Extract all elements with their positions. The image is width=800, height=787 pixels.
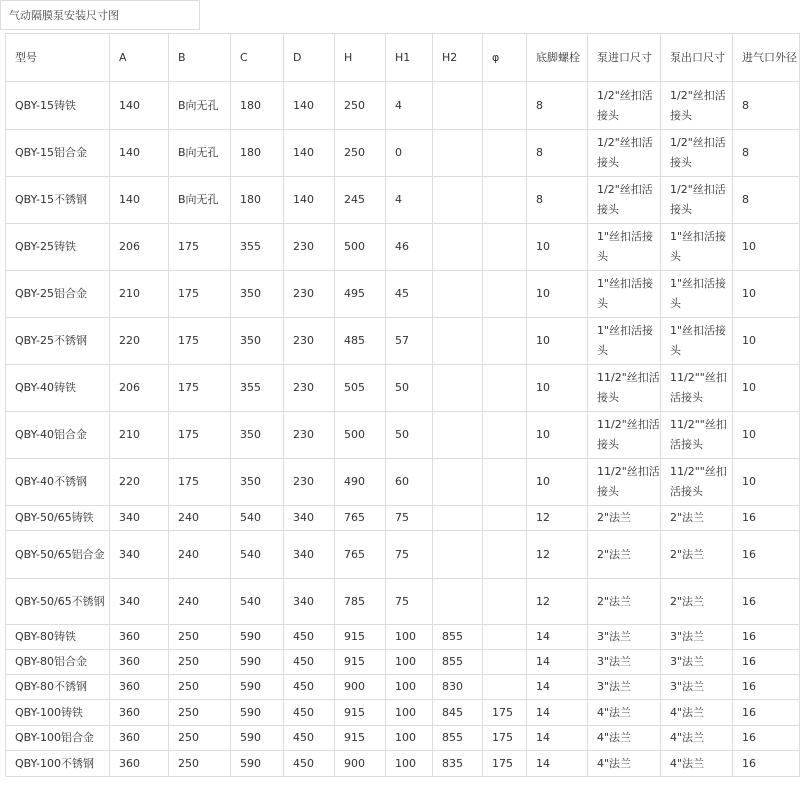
table-cell: QBY-50/65不锈钢 bbox=[6, 579, 110, 625]
table-cell: 4"法兰 bbox=[661, 751, 733, 777]
table-cell: 765 bbox=[335, 506, 386, 531]
table-cell: 240 bbox=[169, 579, 231, 625]
table-row bbox=[6, 625, 800, 650]
table-cell: 230 bbox=[284, 365, 335, 412]
table-cell: 175 bbox=[483, 751, 527, 777]
table-cell bbox=[433, 177, 483, 224]
table-cell bbox=[483, 579, 527, 625]
table-cell: 340 bbox=[110, 579, 169, 625]
table-row bbox=[6, 675, 800, 700]
table-cell: 11/2"丝扣活接头 bbox=[588, 412, 661, 459]
column-header: φ bbox=[483, 34, 527, 82]
table-cell: 100 bbox=[386, 726, 433, 751]
table-cell bbox=[483, 459, 527, 506]
table-cell bbox=[433, 224, 483, 271]
table-cell: 100 bbox=[386, 751, 433, 777]
table-cell: QBY-40铝合金 bbox=[6, 412, 110, 459]
table-cell: 75 bbox=[386, 579, 433, 625]
table-cell: 16 bbox=[733, 579, 800, 625]
table-cell: 360 bbox=[110, 751, 169, 777]
table-cell bbox=[433, 82, 483, 130]
table-cell bbox=[483, 318, 527, 365]
table-cell: 250 bbox=[169, 751, 231, 777]
table-cell: 45 bbox=[386, 271, 433, 318]
table-cell: 785 bbox=[335, 579, 386, 625]
table-cell: 14 bbox=[527, 700, 588, 726]
table-cell bbox=[433, 459, 483, 506]
table-cell: 175 bbox=[169, 459, 231, 506]
table-row bbox=[6, 459, 800, 506]
table-cell: 845 bbox=[433, 700, 483, 726]
table-cell: 360 bbox=[110, 726, 169, 751]
table-cell: 140 bbox=[110, 130, 169, 177]
table-cell: 75 bbox=[386, 531, 433, 579]
table-cell: 175 bbox=[169, 412, 231, 459]
table-cell: 500 bbox=[335, 224, 386, 271]
table-cell bbox=[433, 130, 483, 177]
table-cell: 140 bbox=[110, 177, 169, 224]
dimension-table bbox=[5, 33, 800, 777]
table-cell: 1"丝扣活接头 bbox=[661, 224, 733, 271]
table-cell: 1"丝扣活接头 bbox=[588, 271, 661, 318]
table-cell bbox=[483, 506, 527, 531]
table-cell: 360 bbox=[110, 650, 169, 675]
table-cell: 340 bbox=[110, 531, 169, 579]
table-cell: 3"法兰 bbox=[588, 675, 661, 700]
table-cell: 10 bbox=[527, 365, 588, 412]
column-header: B bbox=[169, 34, 231, 82]
table-cell: 240 bbox=[169, 506, 231, 531]
table-cell: 350 bbox=[231, 318, 284, 365]
table-cell: 10 bbox=[733, 412, 800, 459]
table-cell: 915 bbox=[335, 700, 386, 726]
table-cell: 2"法兰 bbox=[661, 506, 733, 531]
table-cell: 175 bbox=[169, 318, 231, 365]
table-cell: 10 bbox=[527, 412, 588, 459]
table-cell: 3"法兰 bbox=[661, 650, 733, 675]
table-cell: 4"法兰 bbox=[588, 751, 661, 777]
table-cell: 206 bbox=[110, 365, 169, 412]
column-header: 底脚螺栓 bbox=[527, 34, 588, 82]
table-cell: 355 bbox=[231, 224, 284, 271]
table-row bbox=[6, 412, 800, 459]
table-row bbox=[6, 318, 800, 365]
table-cell: 2"法兰 bbox=[588, 506, 661, 531]
table-cell: 340 bbox=[284, 579, 335, 625]
table-cell: 590 bbox=[231, 751, 284, 777]
table-cell: 1"丝扣活接头 bbox=[588, 224, 661, 271]
table-cell: 450 bbox=[284, 700, 335, 726]
table-cell bbox=[483, 675, 527, 700]
table-cell: 175 bbox=[169, 271, 231, 318]
table-cell: 915 bbox=[335, 625, 386, 650]
table-cell: 46 bbox=[386, 224, 433, 271]
table-cell: 915 bbox=[335, 726, 386, 751]
table-row bbox=[6, 650, 800, 675]
table-cell: 350 bbox=[231, 271, 284, 318]
table-cell: 10 bbox=[733, 271, 800, 318]
table-cell: 11/2""丝扣活接头 bbox=[661, 412, 733, 459]
table-row bbox=[6, 224, 800, 271]
table-cell: 100 bbox=[386, 650, 433, 675]
table-cell: 250 bbox=[169, 726, 231, 751]
table-cell: 60 bbox=[386, 459, 433, 506]
table-cell: 1/2"丝扣活接头 bbox=[661, 177, 733, 224]
table-cell: 340 bbox=[284, 531, 335, 579]
table-cell: 206 bbox=[110, 224, 169, 271]
table-cell: 100 bbox=[386, 675, 433, 700]
table-cell bbox=[483, 412, 527, 459]
table-cell: 1"丝扣活接头 bbox=[661, 318, 733, 365]
table-cell: 16 bbox=[733, 700, 800, 726]
table-cell: 16 bbox=[733, 726, 800, 751]
table-row bbox=[6, 751, 800, 777]
table-cell: 14 bbox=[527, 675, 588, 700]
table-cell: QBY-80不锈钢 bbox=[6, 675, 110, 700]
table-cell: 16 bbox=[733, 675, 800, 700]
table-cell: B向无孔 bbox=[169, 82, 231, 130]
table-cell: 50 bbox=[386, 365, 433, 412]
table-cell: 100 bbox=[386, 625, 433, 650]
table-cell: 10 bbox=[527, 224, 588, 271]
table-cell: 210 bbox=[110, 412, 169, 459]
table-cell: 50 bbox=[386, 412, 433, 459]
table-cell: 230 bbox=[284, 271, 335, 318]
column-header: 型号 bbox=[6, 34, 110, 82]
table-cell: 12 bbox=[527, 531, 588, 579]
table-cell: 855 bbox=[433, 650, 483, 675]
column-header: 进气口外径 bbox=[733, 34, 800, 82]
table-cell: 340 bbox=[110, 506, 169, 531]
table-cell: 250 bbox=[335, 82, 386, 130]
table-cell: 1"丝扣活接头 bbox=[661, 271, 733, 318]
table-cell: 590 bbox=[231, 650, 284, 675]
table-cell: 175 bbox=[483, 726, 527, 751]
table-cell: 590 bbox=[231, 700, 284, 726]
table-cell: 540 bbox=[231, 579, 284, 625]
table-cell: 2"法兰 bbox=[588, 579, 661, 625]
table-cell: 3"法兰 bbox=[588, 625, 661, 650]
table-cell: 3"法兰 bbox=[588, 650, 661, 675]
table-cell: 360 bbox=[110, 675, 169, 700]
table-row bbox=[6, 82, 800, 130]
table-row bbox=[6, 271, 800, 318]
table-cell: 250 bbox=[169, 700, 231, 726]
table-cell: 0 bbox=[386, 130, 433, 177]
table-cell: 220 bbox=[110, 459, 169, 506]
table-cell: 175 bbox=[169, 224, 231, 271]
table-cell: QBY-100铸铁 bbox=[6, 700, 110, 726]
column-header: 泵进口尺寸 bbox=[588, 34, 661, 82]
table-cell: 8 bbox=[733, 82, 800, 130]
table-cell: 10 bbox=[733, 365, 800, 412]
table-cell bbox=[483, 625, 527, 650]
table-cell: 140 bbox=[284, 177, 335, 224]
table-cell bbox=[483, 177, 527, 224]
column-header: H1 bbox=[386, 34, 433, 82]
table-cell: 16 bbox=[733, 531, 800, 579]
table-cell: QBY-25不锈钢 bbox=[6, 318, 110, 365]
table-row bbox=[6, 579, 800, 625]
table-cell: QBY-25铝合金 bbox=[6, 271, 110, 318]
table-cell: 180 bbox=[231, 177, 284, 224]
table-cell: 16 bbox=[733, 751, 800, 777]
table-cell bbox=[433, 506, 483, 531]
table-cell: 1/2"丝扣活接头 bbox=[661, 130, 733, 177]
table-cell bbox=[433, 579, 483, 625]
page-title: 气动隔膜泵安装尺寸图 bbox=[0, 0, 200, 30]
table-cell: 180 bbox=[231, 82, 284, 130]
column-header: H2 bbox=[433, 34, 483, 82]
table-cell: 250 bbox=[169, 675, 231, 700]
table-cell: 835 bbox=[433, 751, 483, 777]
column-header: 泵出口尺寸 bbox=[661, 34, 733, 82]
table-cell: 210 bbox=[110, 271, 169, 318]
table-cell: 360 bbox=[110, 700, 169, 726]
table-cell bbox=[483, 531, 527, 579]
table-cell: 230 bbox=[284, 318, 335, 365]
table-cell: QBY-40铸铁 bbox=[6, 365, 110, 412]
table-cell: 10 bbox=[527, 318, 588, 365]
table-cell: B向无孔 bbox=[169, 177, 231, 224]
table-cell: QBY-15不锈钢 bbox=[6, 177, 110, 224]
table-cell: QBY-25铸铁 bbox=[6, 224, 110, 271]
table-cell: 10 bbox=[733, 224, 800, 271]
table-cell: 10 bbox=[527, 271, 588, 318]
table-cell: 590 bbox=[231, 675, 284, 700]
table-cell: 2"法兰 bbox=[661, 579, 733, 625]
table-cell: 2"法兰 bbox=[661, 531, 733, 579]
table-cell: 10 bbox=[733, 459, 800, 506]
table-row bbox=[6, 726, 800, 751]
table-cell: 75 bbox=[386, 506, 433, 531]
table-cell bbox=[433, 365, 483, 412]
table-row bbox=[6, 531, 800, 579]
table-cell bbox=[433, 271, 483, 318]
table-cell: 16 bbox=[733, 506, 800, 531]
table-cell: 1/2"丝扣活接头 bbox=[661, 82, 733, 130]
table-cell: 1"丝扣活接头 bbox=[588, 318, 661, 365]
table-cell: 4"法兰 bbox=[588, 700, 661, 726]
table-cell: 14 bbox=[527, 650, 588, 675]
table-cell bbox=[433, 412, 483, 459]
table-cell: 540 bbox=[231, 531, 284, 579]
table-cell: 1/2"丝扣活接头 bbox=[588, 82, 661, 130]
table-cell: 14 bbox=[527, 625, 588, 650]
table-cell: 250 bbox=[335, 130, 386, 177]
table-cell: 245 bbox=[335, 177, 386, 224]
table-cell: 100 bbox=[386, 700, 433, 726]
table-cell: 350 bbox=[231, 459, 284, 506]
table-cell: 855 bbox=[433, 625, 483, 650]
table-cell: 230 bbox=[284, 224, 335, 271]
table-cell: 450 bbox=[284, 675, 335, 700]
table-cell: 495 bbox=[335, 271, 386, 318]
table-cell: 450 bbox=[284, 625, 335, 650]
column-header: C bbox=[231, 34, 284, 82]
table-cell: 12 bbox=[527, 579, 588, 625]
table-cell: 350 bbox=[231, 412, 284, 459]
table-cell bbox=[483, 650, 527, 675]
table-cell: 12 bbox=[527, 506, 588, 531]
table-cell: 8 bbox=[527, 82, 588, 130]
table-cell: 11/2"丝扣活接头 bbox=[588, 365, 661, 412]
table-row bbox=[6, 177, 800, 224]
table-cell: 3"法兰 bbox=[661, 625, 733, 650]
table-cell: 340 bbox=[284, 506, 335, 531]
table-row bbox=[6, 700, 800, 726]
table-cell: 8 bbox=[733, 130, 800, 177]
table-cell: 450 bbox=[284, 751, 335, 777]
table-cell: 11/2""丝扣活接头 bbox=[661, 365, 733, 412]
table-cell: 500 bbox=[335, 412, 386, 459]
table-cell bbox=[483, 224, 527, 271]
table-cell: B向无孔 bbox=[169, 130, 231, 177]
table-cell: 1/2"丝扣活接头 bbox=[588, 130, 661, 177]
table-cell: 450 bbox=[284, 650, 335, 675]
table-cell: 240 bbox=[169, 531, 231, 579]
table-cell bbox=[483, 82, 527, 130]
table-cell: 4"法兰 bbox=[661, 726, 733, 751]
table-cell: 175 bbox=[169, 365, 231, 412]
table-cell: 355 bbox=[231, 365, 284, 412]
table-cell: QBY-40不锈钢 bbox=[6, 459, 110, 506]
table-cell: 230 bbox=[284, 459, 335, 506]
table-cell: 765 bbox=[335, 531, 386, 579]
table-cell: 8 bbox=[527, 130, 588, 177]
table-cell: QBY-15铸铁 bbox=[6, 82, 110, 130]
table-cell: 855 bbox=[433, 726, 483, 751]
table-cell: QBY-100铝合金 bbox=[6, 726, 110, 751]
table-cell: 11/2""丝扣活接头 bbox=[661, 459, 733, 506]
table-cell: 485 bbox=[335, 318, 386, 365]
table-cell: 4 bbox=[386, 82, 433, 130]
table-cell: QBY-80铸铁 bbox=[6, 625, 110, 650]
table-cell: 16 bbox=[733, 650, 800, 675]
table-cell bbox=[483, 365, 527, 412]
table-cell: 140 bbox=[284, 82, 335, 130]
table-cell: 250 bbox=[169, 650, 231, 675]
table-cell: 900 bbox=[335, 751, 386, 777]
table-cell: 915 bbox=[335, 650, 386, 675]
table-cell: 14 bbox=[527, 726, 588, 751]
table-cell: QBY-100不锈钢 bbox=[6, 751, 110, 777]
table-cell: 140 bbox=[284, 130, 335, 177]
table-cell: 4 bbox=[386, 177, 433, 224]
table-cell: 590 bbox=[231, 625, 284, 650]
column-header: H bbox=[335, 34, 386, 82]
table-cell: 230 bbox=[284, 412, 335, 459]
table-header-row bbox=[6, 34, 800, 82]
table-cell: 490 bbox=[335, 459, 386, 506]
table-cell: 830 bbox=[433, 675, 483, 700]
table-cell: 590 bbox=[231, 726, 284, 751]
table-cell: QBY-50/65铝合金 bbox=[6, 531, 110, 579]
table-cell: 16 bbox=[733, 625, 800, 650]
table-cell: 8 bbox=[527, 177, 588, 224]
table-cell: 540 bbox=[231, 506, 284, 531]
table-cell: 57 bbox=[386, 318, 433, 365]
table-cell: QBY-15铝合金 bbox=[6, 130, 110, 177]
table-cell: 10 bbox=[527, 459, 588, 506]
column-header: D bbox=[284, 34, 335, 82]
table-cell: 1/2"丝扣活接头 bbox=[588, 177, 661, 224]
table-cell: 900 bbox=[335, 675, 386, 700]
table-cell: 4"法兰 bbox=[588, 726, 661, 751]
column-header: A bbox=[110, 34, 169, 82]
table-cell: 180 bbox=[231, 130, 284, 177]
table-cell: 8 bbox=[733, 177, 800, 224]
table-cell: 140 bbox=[110, 82, 169, 130]
table-cell bbox=[483, 271, 527, 318]
table-cell bbox=[433, 531, 483, 579]
table-cell: QBY-80铝合金 bbox=[6, 650, 110, 675]
table-cell: 250 bbox=[169, 625, 231, 650]
table-row bbox=[6, 506, 800, 531]
table-cell: 4"法兰 bbox=[661, 700, 733, 726]
table-cell: 3"法兰 bbox=[661, 675, 733, 700]
table-row bbox=[6, 130, 800, 177]
table-cell: 360 bbox=[110, 625, 169, 650]
table-cell: 10 bbox=[733, 318, 800, 365]
table-cell: 220 bbox=[110, 318, 169, 365]
table-cell: 450 bbox=[284, 726, 335, 751]
table-cell: 14 bbox=[527, 751, 588, 777]
table-cell bbox=[483, 130, 527, 177]
table-cell: 175 bbox=[483, 700, 527, 726]
table-cell bbox=[433, 318, 483, 365]
table-cell: QBY-50/65铸铁 bbox=[6, 506, 110, 531]
table-cell: 11/2"丝扣活接头 bbox=[588, 459, 661, 506]
table-cell: 505 bbox=[335, 365, 386, 412]
table-row bbox=[6, 365, 800, 412]
table-cell: 2"法兰 bbox=[588, 531, 661, 579]
